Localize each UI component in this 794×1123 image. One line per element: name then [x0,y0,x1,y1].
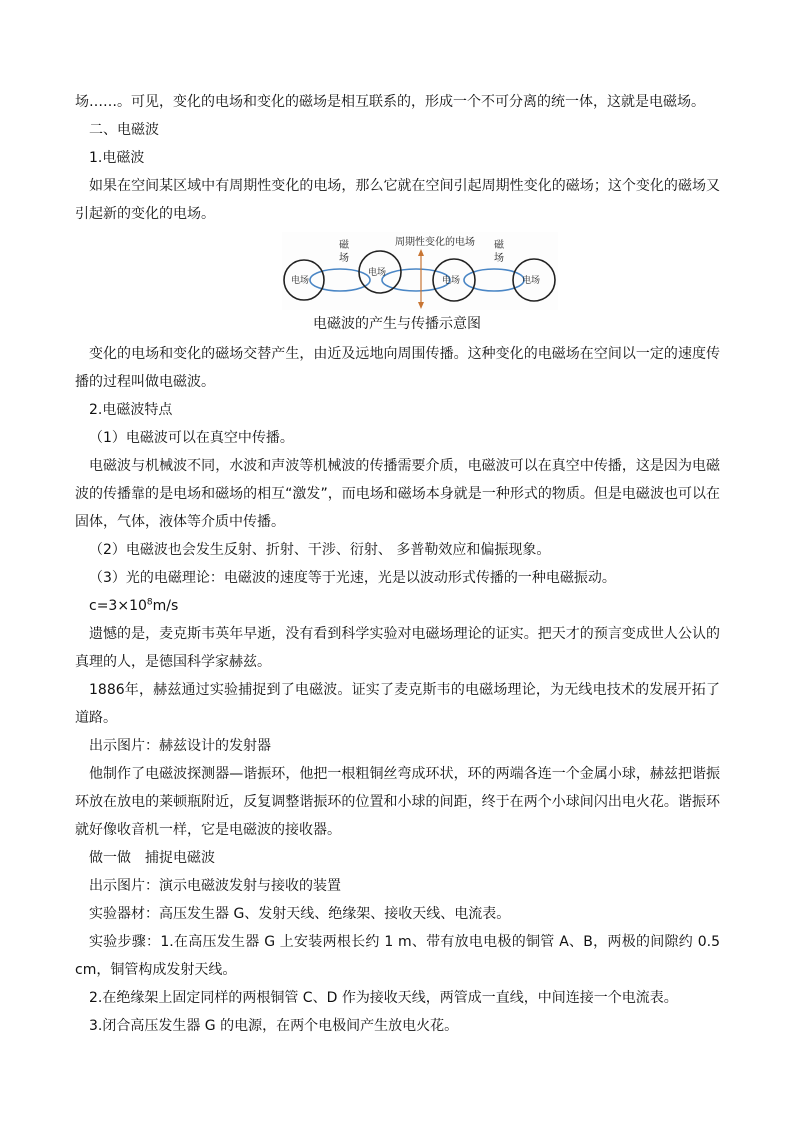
paragraph-vs-mechanical-wave: 电磁波与机械波不同，水波和声波等机械波的传播需要介质，电磁波可以在真空中传播，这是因为电磁波的传播靠的是电场和磁场的相互“激发”，而电场和磁场本身就是一种形式的物质。但是电磁波也可以在固体，气体，液体等介质中传播。 [75,458,720,530]
paragraph-step-3: 3.闭合高压发生器 G 的电源，在两个电极间产生放电火花。 [89,1018,459,1034]
speed-of-light-formula [75,592,720,620]
paragraph-maxwell-hertz: 遗憾的是，麦克斯韦英年早逝，没有看到科学实验对电磁场理论的证实。把天才的预言变成世人公认的真理的人，是德国科学家赫兹。 [75,626,720,670]
magnetic-label-right-1: 磁 [494,240,504,251]
paragraph-resonator: 他制作了电磁波探测器—谐振环，他把一根粗铜丝弯成环状，环的两端各连一个金属小球，赫兹把谐振环放在放电的莱顿瓶附近，反复调整谐振环的位置和小球的间距，终于在两个小球间闪出电火花。谐振环就好像收音机一样，它是电磁波的接收器。 [75,766,720,838]
paragraph-wave-definition: 变化的电场和变化的磁场交替产生，由近及远地向周围传播。这种变化的电磁场在空间以一定的速度传播的过程叫做电磁波。 [75,346,720,390]
paragraph-step-1: 实验步骤：1.在高压发生器 G 上安装两根长约 1 m、带有放电电极的铜管 A、B，两极的间隙约 0.5 cm，铜管构成发射天线。 [75,934,720,978]
electric-field-label-2: 电场 [368,268,387,278]
paragraph-1886-experiment: 1886年，赫兹通过实验捕捉到了电磁波。证实了麦克斯韦的电磁场理论，为无线电技术的发展开拓了道路。 [75,682,720,726]
formula-exponent: 8 [146,597,153,608]
paragraph-light-em-theory: （3）光的电磁理论：电磁波的速度等于光速，光是以波动形式传播的一种电磁振动。 [89,570,616,586]
paragraph-feature-phenomena: （2）电磁波也会发生反射、折射、干涉、衍射、 多普勒效应和偏振现象。 [89,542,551,558]
paragraph-periodic-field: 如果在空间某区域中有周期性变化的电场，那么它就在空间引起周期性变化的磁场；这个变化的磁场又引起新的变化的电场。 [75,178,720,222]
electric-field-label-4: 电场 [522,276,541,286]
em-wave-diagram [282,232,558,310]
paragraph-show-transmitter: 出示图片：赫兹设计的发射器 [89,738,271,754]
magnetic-label-left-1: 磁 [339,240,349,251]
paragraph-feature-vacuum: （1）电磁波可以在真空中传播。 [89,430,294,446]
paragraph-activity-heading: 做一做 捕捉电磁波 [89,850,215,866]
paragraph-electromagnetic-field-conclusion: 场……。可见，变化的电场和变化的磁场是相互联系的，形成一个不可分离的统一体，这就是电磁场。 [75,94,705,110]
section-heading-electromagnetic-wave: 二、电磁波 [89,122,159,138]
figure-caption: 电磁波的产生与传播示意图 [313,316,481,332]
magnetic-label-left-2: 场 [339,253,349,264]
paragraph-show-apparatus: 出示图片：演示电磁波发射与接收的装置 [89,878,341,894]
electric-field-label-3: 电场 [442,276,461,286]
magnetic-label-right-2: 场 [494,253,504,264]
subheading-wave-features: 2.电磁波特点 [89,402,173,418]
formula-suffix: m/s [152,598,179,614]
diagram-title-label: 周期性变化的电场 [395,237,475,248]
electric-field-label-1: 电场 [291,276,310,286]
paragraph-step-2: 2.在绝缘架上固定同样的两根铜管 C、D 作为接收天线，两管成一直线，中间连接一个电流表。 [89,990,678,1006]
formula-prefix: c=3×10 [89,598,147,614]
subheading-electromagnetic-wave: 1.电磁波 [89,150,145,166]
paragraph-equipment: 实验器材：高压发生器 G、发射天线、绝缘架、接收天线、电流表。 [89,906,511,922]
em-wave-diagram-svg [282,232,558,310]
